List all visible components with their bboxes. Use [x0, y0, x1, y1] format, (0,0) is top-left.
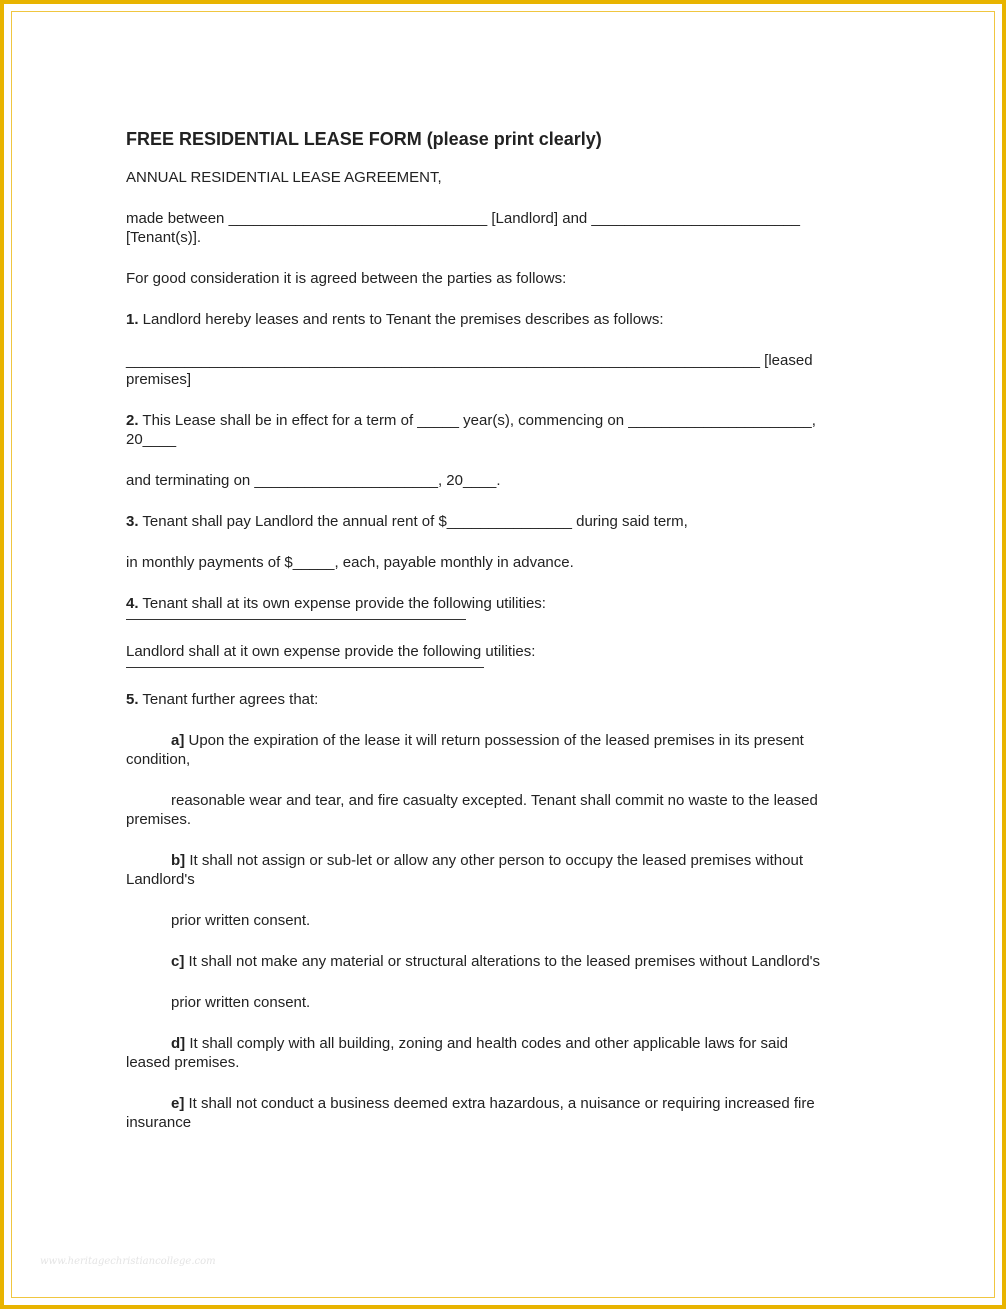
- watermark: www.heritagechristiancollege.com: [40, 1256, 216, 1267]
- clause-a-cont: [126, 791, 872, 829]
- document-title: FREE RESIDENTIAL LEASE FORM (please print clearly): [126, 129, 602, 149]
- clause-text: It shall not conduct a business deemed extra hazardous, a nuisance or requiring increased fire: [184, 1095, 815, 1112]
- clause-text-cont: insurance: [126, 1114, 192, 1131]
- parties-line: made between _______________________________ [Landlord] and _________________________: [126, 210, 800, 227]
- section-text: Tenant shall pay Landlord the annual rent of $_______________ during said term,: [138, 513, 688, 530]
- section-2: [126, 411, 872, 449]
- parties-paragraph: [126, 209, 872, 247]
- section-1: [126, 310, 872, 329]
- clause-text-cont: premises.: [126, 811, 192, 828]
- clause-text-cont: condition,: [126, 751, 191, 768]
- premises-blank: [126, 351, 872, 389]
- clause-text: It shall comply with all building, zoning and health codes and other applicable laws for said: [185, 1035, 789, 1052]
- clause-e: [126, 1094, 872, 1132]
- section-number: 3.: [126, 513, 139, 530]
- section-text: Landlord hereby leases and rents to Tenant the premises describes as follows:: [138, 311, 664, 328]
- section-text: Tenant shall at its own expense provide the following utilities:: [138, 595, 546, 612]
- section-number: 2.: [126, 412, 139, 429]
- clause-label: c]: [171, 953, 185, 970]
- landlord-utilities: [126, 642, 872, 668]
- clause-label: b]: [171, 852, 186, 869]
- terminating-paragraph: and terminating on ______________________, 20____.: [126, 472, 501, 489]
- section-number: 5.: [126, 691, 139, 708]
- landlord-utilities-blank: [126, 667, 484, 668]
- premises-line-cont: premises]: [126, 371, 192, 388]
- section-text-cont: 20____: [126, 431, 177, 448]
- clause-text: Upon the expiration of the lease it will return possession of the leased premises in its present: [184, 732, 804, 749]
- clause-c-cont: [126, 993, 872, 1012]
- clause-text-cont: Landlord's: [126, 871, 195, 888]
- clause-label: d]: [171, 1035, 186, 1052]
- clause-a: [126, 731, 872, 769]
- clause-text: prior written consent.: [171, 912, 311, 929]
- clause-text: prior written consent.: [171, 994, 311, 1011]
- clause-label: a]: [171, 732, 185, 749]
- tenant-utilities-blank: [126, 619, 466, 620]
- clause-text: It shall not make any material or structural alterations to the leased premises without Landlord's: [184, 953, 821, 970]
- premises-line: ____________________________________________________________________________ [leased: [126, 352, 813, 369]
- clause-c: [126, 952, 872, 971]
- clause-text: reasonable wear and tear, and fire casualty excepted. Tenant shall commit no waste to the leased: [171, 792, 818, 809]
- section-3: [126, 512, 872, 531]
- section-number: 1.: [126, 311, 139, 328]
- clause-text: It shall not assign or sub-let or allow any other person to occupy the leased premises without: [185, 852, 803, 869]
- monthly-paragraph: in monthly payments of $_____, each, payable monthly in advance.: [126, 554, 574, 571]
- clause-text-cont: leased premises.: [126, 1054, 240, 1071]
- clause-b-cont: [126, 911, 872, 930]
- clause-d: [126, 1034, 872, 1072]
- agreement-heading: ANNUAL RESIDENTIAL LEASE AGREEMENT,: [126, 169, 442, 186]
- section-number: 4.: [126, 595, 139, 612]
- clause-label: e]: [171, 1095, 185, 1112]
- clause-b: [126, 851, 872, 889]
- section-5: [126, 690, 872, 709]
- landlord-utilities-text: Landlord shall at it own expense provide the following utilities:: [126, 643, 536, 660]
- consideration-paragraph: For good consideration it is agreed between the parties as follows:: [126, 270, 567, 287]
- lease-document: [126, 127, 872, 1154]
- section-text: This Lease shall be in effect for a term of _____ year(s), commencing on ______________________,: [138, 412, 816, 429]
- parties-line-cont: [Tenant(s)].: [126, 229, 202, 246]
- section-4: [126, 594, 872, 620]
- section-text: Tenant further agrees that:: [138, 691, 319, 708]
